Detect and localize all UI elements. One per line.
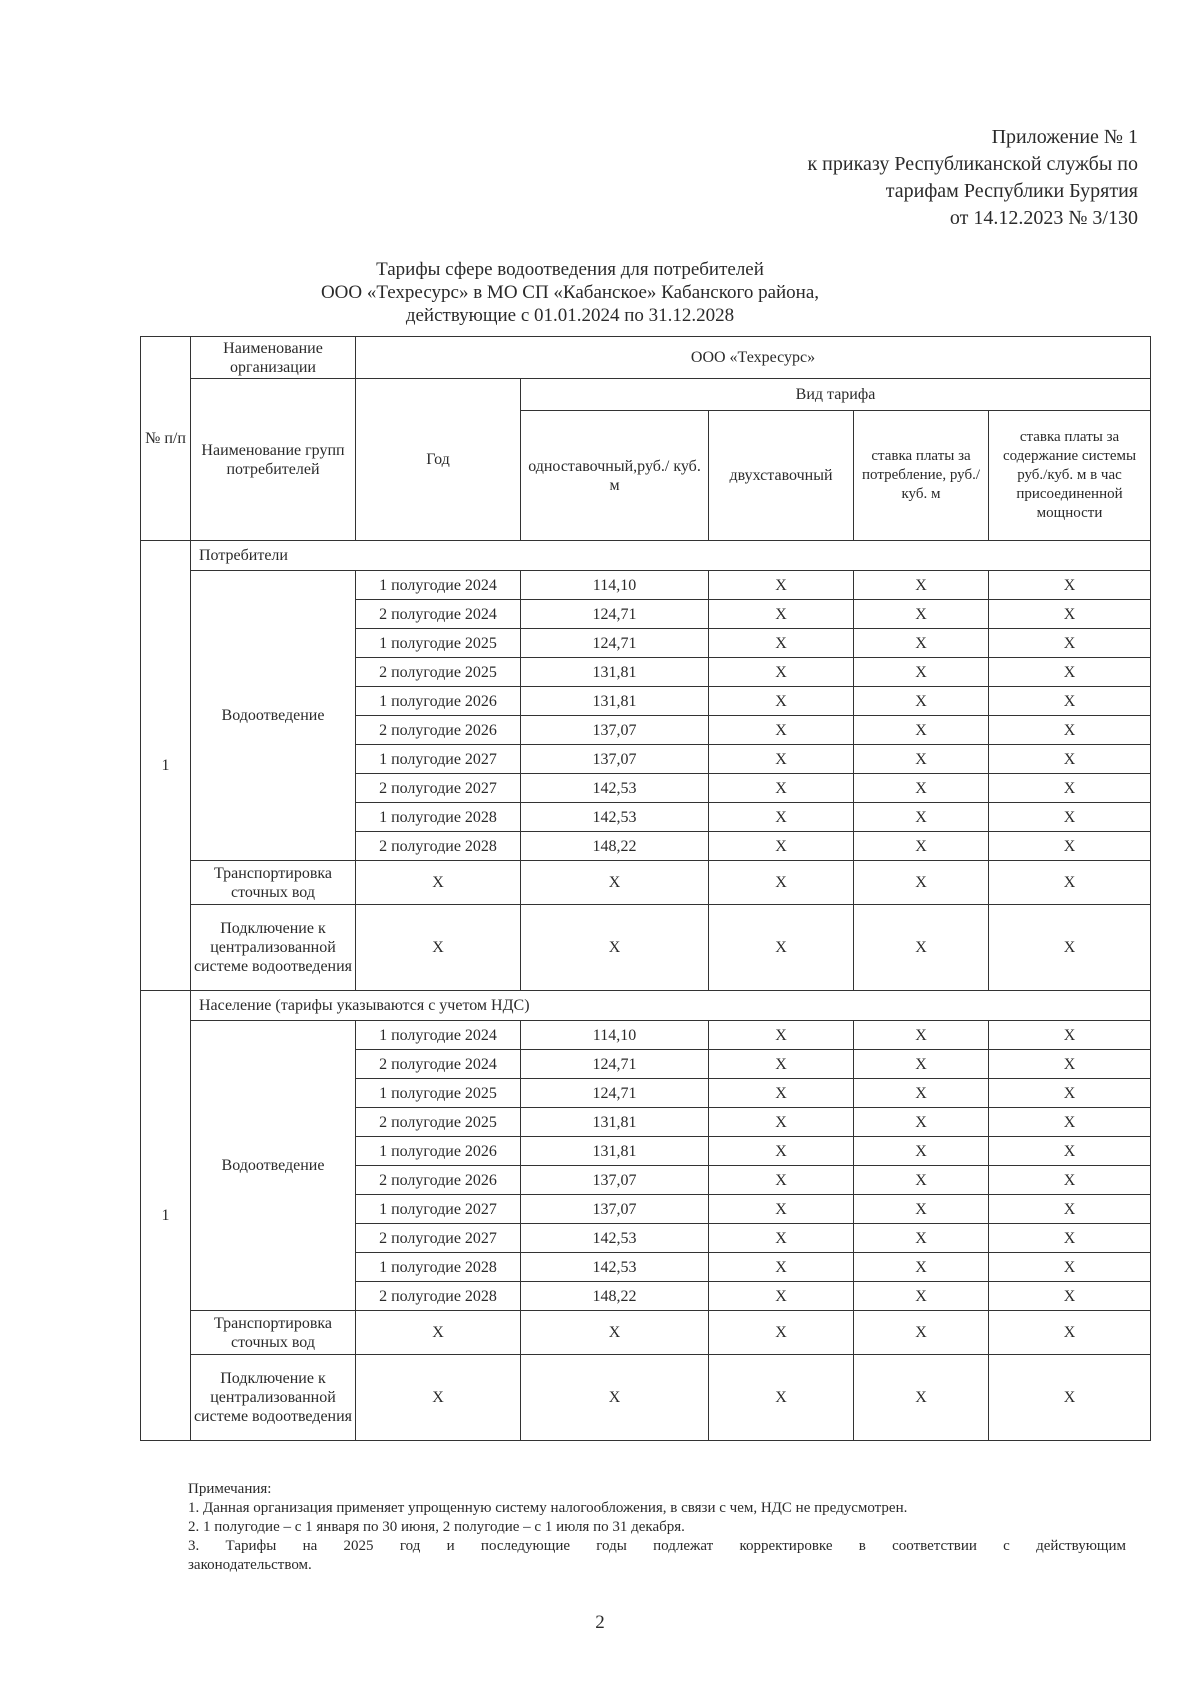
transport-two-cell: X: [709, 861, 854, 905]
header-org-name-label: Наименование организации: [191, 337, 356, 379]
consumption-rate-cell: X: [854, 716, 989, 745]
annex-line-3: тарифам Республики Бурятия: [885, 180, 1138, 202]
two-rate-cell: X: [709, 687, 854, 716]
consumption-rate-cell: X: [854, 1166, 989, 1195]
consumption-rate-cell: X: [854, 745, 989, 774]
note-3: 3. Тарифы на 2025 год и последующие годы подлежат корректировке в соответствии с действующим: [188, 1538, 1126, 1554]
maintenance-rate-cell: X: [989, 571, 1151, 600]
header-year: Год: [356, 379, 521, 541]
two-rate-cell: X: [709, 1166, 854, 1195]
annex-line-2: к приказу Республиканской службы по: [807, 153, 1138, 175]
transport-row: [141, 1311, 1151, 1355]
period-cell: 2 полугодие 2028: [356, 832, 521, 861]
maintenance-rate-cell: X: [989, 1108, 1151, 1137]
connection-year-cell: X: [356, 905, 521, 991]
consumption-rate-cell: X: [854, 803, 989, 832]
transport-maintenance-cell: X: [989, 1311, 1151, 1355]
single-rate-cell: 124,71: [521, 629, 709, 658]
connection-consumption-cell: X: [854, 1355, 989, 1441]
two-rate-cell: X: [709, 774, 854, 803]
connection-two-cell: X: [709, 905, 854, 991]
two-rate-cell: X: [709, 1253, 854, 1282]
header-consumption-rate: ставка платы за потребление, руб./куб. м: [854, 411, 989, 541]
maintenance-rate-cell: X: [989, 629, 1151, 658]
consumption-rate-cell: X: [854, 1079, 989, 1108]
header-single-rate: одноставочный,руб./ куб. м: [521, 411, 709, 541]
maintenance-rate-cell: X: [989, 1021, 1151, 1050]
consumption-rate-cell: X: [854, 1282, 989, 1311]
period-cell: 1 полугодие 2027: [356, 745, 521, 774]
note-3-continued: законодательством.: [188, 1557, 312, 1573]
period-cell: 1 полугодие 2024: [356, 1021, 521, 1050]
two-rate-cell: X: [709, 571, 854, 600]
two-rate-cell: X: [709, 658, 854, 687]
period-cell: 2 полугодие 2026: [356, 1166, 521, 1195]
transport-consumption-cell: X: [854, 861, 989, 905]
transport-maintenance-cell: X: [989, 861, 1151, 905]
period-cell: 1 полугодие 2025: [356, 629, 521, 658]
header-org-name-value: ООО «Техресурс»: [356, 337, 1151, 379]
maintenance-rate-cell: X: [989, 1282, 1151, 1311]
single-rate-cell: 142,53: [521, 774, 709, 803]
maintenance-rate-cell: X: [989, 803, 1151, 832]
period-cell: 1 полугодие 2026: [356, 687, 521, 716]
title-line-1: Тарифы сфере водоотведения для потребителей: [376, 259, 764, 280]
period-cell: 2 полугодие 2025: [356, 1108, 521, 1137]
table-row: [141, 571, 1151, 600]
connection-row: [141, 905, 1151, 991]
single-rate-cell: 131,81: [521, 687, 709, 716]
group-row: [141, 541, 1151, 571]
connection-two-cell: X: [709, 1355, 854, 1441]
single-rate-cell: 137,07: [521, 1166, 709, 1195]
title-line-3: действующие с 01.01.2024 по 31.12.2028: [405, 305, 735, 326]
single-rate-cell: 137,07: [521, 745, 709, 774]
single-rate-cell: 142,53: [521, 803, 709, 832]
single-rate-cell: 114,10: [521, 571, 709, 600]
two-rate-cell: X: [709, 716, 854, 745]
maintenance-rate-cell: X: [989, 745, 1151, 774]
note-2: 2. 1 полугодие – с 1 января по 30 июня, 2 полугодие – с 1 июля по 31 декабря.: [188, 1519, 685, 1535]
service-name: Водоотведение: [191, 1021, 356, 1311]
two-rate-cell: X: [709, 629, 854, 658]
maintenance-rate-cell: X: [989, 832, 1151, 861]
single-rate-cell: 131,81: [521, 1137, 709, 1166]
single-rate-cell: 124,71: [521, 1079, 709, 1108]
transport-row: [141, 861, 1151, 905]
period-cell: 2 полугодие 2027: [356, 774, 521, 803]
two-rate-cell: X: [709, 600, 854, 629]
notes: [188, 1480, 1126, 1575]
two-rate-cell: X: [709, 1050, 854, 1079]
two-rate-cell: X: [709, 1224, 854, 1253]
maintenance-rate-cell: X: [989, 716, 1151, 745]
maintenance-rate-cell: X: [989, 600, 1151, 629]
page-number: 2: [595, 1612, 605, 1633]
connection-label: Подключение к централизованной системе водоотведения: [191, 1355, 356, 1441]
header-num: № п/п: [141, 337, 191, 541]
period-cell: 2 полугодие 2024: [356, 1050, 521, 1079]
period-cell: 2 полугодие 2028: [356, 1282, 521, 1311]
transport-label: Транспортировка сточных вод: [191, 1311, 356, 1355]
service-name: Водоотведение: [191, 571, 356, 861]
connection-year-cell: X: [356, 1355, 521, 1441]
single-rate-cell: 131,81: [521, 1108, 709, 1137]
period-cell: 2 полугодие 2026: [356, 716, 521, 745]
two-rate-cell: X: [709, 1079, 854, 1108]
consumption-rate-cell: X: [854, 832, 989, 861]
maintenance-rate-cell: X: [989, 1079, 1151, 1108]
transport-year-cell: X: [356, 1311, 521, 1355]
single-rate-cell: 148,22: [521, 832, 709, 861]
single-rate-cell: 142,53: [521, 1224, 709, 1253]
tariff-table: [140, 336, 1151, 1441]
single-rate-cell: 124,71: [521, 1050, 709, 1079]
consumption-rate-cell: X: [854, 1195, 989, 1224]
header-consumer-group: Наименование групп потребителей: [191, 379, 356, 541]
two-rate-cell: X: [709, 1137, 854, 1166]
group-title: Население (тарифы указываются с учетом НДС): [191, 991, 1151, 1021]
connection-label: Подключение к централизованной системе водоотведения: [191, 905, 356, 991]
two-rate-cell: X: [709, 803, 854, 832]
consumption-rate-cell: X: [854, 1137, 989, 1166]
maintenance-rate-cell: X: [989, 687, 1151, 716]
section-num: 1: [141, 541, 191, 991]
consumption-rate-cell: X: [854, 629, 989, 658]
annex-header: [718, 124, 1138, 232]
maintenance-rate-cell: X: [989, 1195, 1151, 1224]
maintenance-rate-cell: X: [989, 774, 1151, 803]
two-rate-cell: X: [709, 1282, 854, 1311]
note-1: 1. Данная организация применяет упрощенную систему налогообложения, в связи с чем, НДС не предусмотрен.: [188, 1500, 908, 1516]
period-cell: 1 полугодие 2026: [356, 1137, 521, 1166]
consumption-rate-cell: X: [854, 1224, 989, 1253]
single-rate-cell: 142,53: [521, 1253, 709, 1282]
annex-line-4: от 14.12.2023 № 3/130: [949, 207, 1138, 229]
transport-single-cell: X: [521, 1311, 709, 1355]
header-maintenance-rate: ставка платы за содержание системы руб./куб. м в час присоединенной мощности: [989, 411, 1151, 541]
maintenance-rate-cell: X: [989, 1224, 1151, 1253]
two-rate-cell: X: [709, 1108, 854, 1137]
period-cell: 2 полугодие 2024: [356, 600, 521, 629]
consumption-rate-cell: X: [854, 600, 989, 629]
header-tariff-type: Вид тарифа: [521, 379, 1151, 411]
period-cell: 2 полугодие 2027: [356, 1224, 521, 1253]
maintenance-rate-cell: X: [989, 1137, 1151, 1166]
maintenance-rate-cell: X: [989, 1050, 1151, 1079]
two-rate-cell: X: [709, 745, 854, 774]
consumption-rate-cell: X: [854, 1021, 989, 1050]
maintenance-rate-cell: X: [989, 1166, 1151, 1195]
transport-consumption-cell: X: [854, 1311, 989, 1355]
connection-maintenance-cell: X: [989, 905, 1151, 991]
connection-row: [141, 1355, 1151, 1441]
notes-heading: Примечания:: [188, 1481, 272, 1497]
two-rate-cell: X: [709, 1021, 854, 1050]
single-rate-cell: 148,22: [521, 1282, 709, 1311]
single-rate-cell: 114,10: [521, 1021, 709, 1050]
two-rate-cell: X: [709, 832, 854, 861]
document-title: [250, 258, 890, 327]
transport-year-cell: X: [356, 861, 521, 905]
connection-single-cell: X: [521, 905, 709, 991]
period-cell: 1 полугодие 2028: [356, 803, 521, 832]
consumption-rate-cell: X: [854, 1108, 989, 1137]
single-rate-cell: 137,07: [521, 1195, 709, 1224]
consumption-rate-cell: X: [854, 1050, 989, 1079]
single-rate-cell: 137,07: [521, 716, 709, 745]
period-cell: 1 полугодие 2024: [356, 571, 521, 600]
period-cell: 2 полугодие 2025: [356, 658, 521, 687]
two-rate-cell: X: [709, 1195, 854, 1224]
transport-label: Транспортировка сточных вод: [191, 861, 356, 905]
section-num: 1: [141, 991, 191, 1441]
connection-maintenance-cell: X: [989, 1355, 1151, 1441]
consumption-rate-cell: X: [854, 1253, 989, 1282]
maintenance-rate-cell: X: [989, 658, 1151, 687]
table-row: [141, 1021, 1151, 1050]
consumption-rate-cell: X: [854, 658, 989, 687]
header-two-rate: двухставочный: [709, 411, 854, 541]
annex-line-1: Приложение № 1: [991, 126, 1138, 148]
period-cell: 1 полугодие 2025: [356, 1079, 521, 1108]
group-title: Потребители: [191, 541, 1151, 571]
transport-two-cell: X: [709, 1311, 854, 1355]
connection-single-cell: X: [521, 1355, 709, 1441]
single-rate-cell: 131,81: [521, 658, 709, 687]
consumption-rate-cell: X: [854, 687, 989, 716]
group-row: [141, 991, 1151, 1021]
consumption-rate-cell: X: [854, 774, 989, 803]
single-rate-cell: 124,71: [521, 600, 709, 629]
transport-single-cell: X: [521, 861, 709, 905]
period-cell: 1 полугодие 2027: [356, 1195, 521, 1224]
period-cell: 1 полугодие 2028: [356, 1253, 521, 1282]
maintenance-rate-cell: X: [989, 1253, 1151, 1282]
connection-consumption-cell: X: [854, 905, 989, 991]
title-line-2: ООО «Техресурс» в МО СП «Кабанское» Кабанского района,: [320, 282, 820, 303]
consumption-rate-cell: X: [854, 571, 989, 600]
